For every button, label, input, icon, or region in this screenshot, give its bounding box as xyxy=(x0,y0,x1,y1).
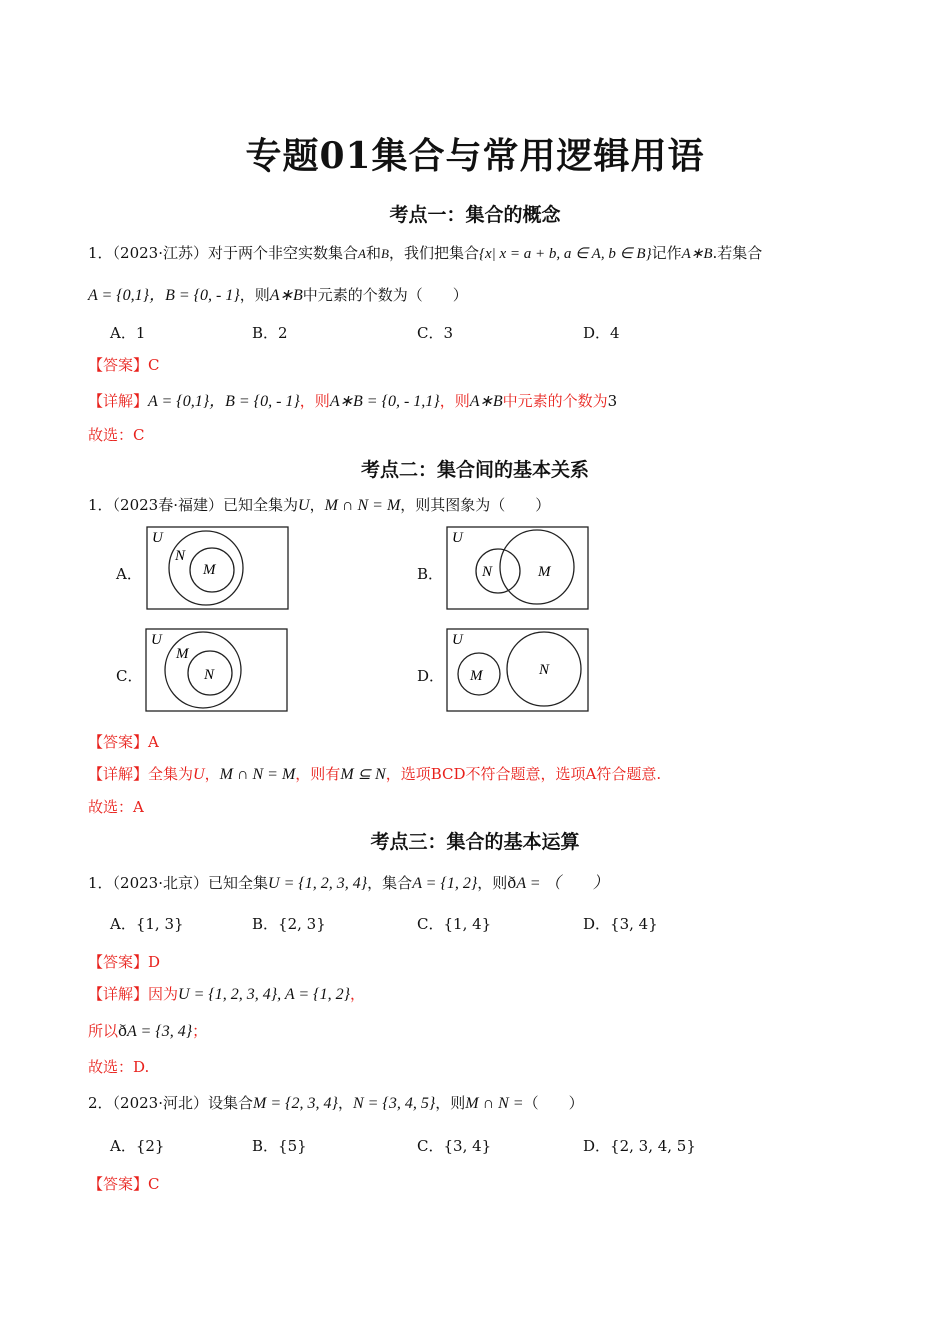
question-text: 已知全集为 xyxy=(223,496,299,514)
option-c: C．{3, 4} xyxy=(417,1137,492,1155)
question-source: （2023·河北） xyxy=(112,1094,208,1112)
venn-diagram-c xyxy=(145,628,289,714)
question-text: ，则 xyxy=(477,874,508,892)
question-text: 记作 xyxy=(651,244,682,262)
math-AstarB: A∗B xyxy=(269,287,303,304)
question-source: （2023·江苏） xyxy=(112,244,208,262)
option-b: B．{2, 3} xyxy=(252,915,326,933)
math-N-set: N = {3, 4, 5} xyxy=(352,1095,436,1112)
detail-math: M ⊆ N xyxy=(340,766,386,783)
choose: 故选：A xyxy=(88,798,144,816)
detail-text: ，则 xyxy=(439,392,470,410)
venn-b-u: U xyxy=(452,530,463,546)
question-number: 1． xyxy=(88,496,113,514)
venn-b-n: N xyxy=(482,564,493,580)
detail-text: 中元素的个数为 xyxy=(502,392,608,410)
venn-option-c-label: C． xyxy=(116,667,143,685)
question-text: 对于两个非空实数集合 xyxy=(208,244,359,262)
detail-label: 【详解】 xyxy=(88,765,149,783)
math-A-set: A = {1, 2} xyxy=(412,875,478,892)
option-a: A．{1, 3} xyxy=(110,915,184,933)
question-text: 和 xyxy=(365,244,381,262)
venn-a-m: M xyxy=(203,562,216,578)
section-heading-1: 考点一：集合的概念 xyxy=(389,204,561,226)
math-U-set: U = {1, 2, 3, 4} xyxy=(268,875,368,892)
math-U: U xyxy=(193,766,205,783)
question-text: 中元素的个数为（ ） xyxy=(302,286,468,304)
detail-math: U = {1, 2, 3, 4}, A = {1, 2} xyxy=(178,986,350,1003)
math-condition: M ∩ N = M xyxy=(324,497,401,514)
venn-c-m: M xyxy=(176,646,189,662)
option-b: B．2 xyxy=(252,324,288,342)
complement-symbol: ð xyxy=(118,1022,128,1040)
detail-math: A = {0,1}，B = {0, - 1} xyxy=(148,393,300,410)
detail-math: A = {3, 4} xyxy=(127,1023,193,1040)
venn-diagram-d xyxy=(446,628,590,714)
question-text: ，则其图象为（ ） xyxy=(400,496,551,514)
math-AstarB: A∗B xyxy=(681,246,713,262)
question-text: 设集合 xyxy=(208,1094,254,1112)
option-d: D．{3, 4} xyxy=(583,915,658,933)
detail-label: 【详解】 xyxy=(88,985,149,1003)
math-M-set: M = {2, 3, 4} xyxy=(253,1095,338,1112)
option-a: A．1 xyxy=(110,324,146,342)
question-number: 1． xyxy=(88,244,113,262)
venn-option-b-label: B． xyxy=(417,565,444,583)
answer: 【答案】C xyxy=(88,356,160,374)
venn-option-a-label: A． xyxy=(116,565,142,583)
option-c: C．{1, 4} xyxy=(417,915,492,933)
question-text: ，我们把集合 xyxy=(388,244,479,262)
question-text: ，则 xyxy=(239,286,270,304)
answer: 【答案】C xyxy=(88,1175,160,1193)
question-source: （2023春·福建） xyxy=(112,496,223,514)
s1-q1-line1 xyxy=(88,242,762,263)
detail-text: ，选项BCD不符合题意，选项A符合题意. xyxy=(385,765,662,783)
venn-d-m: M xyxy=(470,668,483,684)
question-number: 1． xyxy=(88,874,113,892)
venn-c-n: N xyxy=(204,667,215,683)
venn-a-u: U xyxy=(152,530,163,546)
question-text: 已知全集 xyxy=(208,874,269,892)
s1-q1-line2 xyxy=(88,282,468,305)
question-source: （2023·北京） xyxy=(112,874,208,892)
question-text: ， xyxy=(337,1094,353,1112)
question-text: ，集合 xyxy=(367,874,413,892)
detail-math: A∗B xyxy=(469,393,503,410)
choose: 故选：C xyxy=(88,426,145,444)
answer: 【答案】A xyxy=(88,733,159,751)
detail-text: 所以 xyxy=(88,1022,119,1040)
venn-diagram-a xyxy=(146,526,290,612)
venn-option-d-label: D． xyxy=(417,667,445,685)
math-U: U xyxy=(298,497,310,514)
detail-label: 【详解】 xyxy=(88,392,149,410)
venn-b-m: M xyxy=(538,564,551,580)
math-intersection: M ∩ N = xyxy=(465,1095,524,1112)
s3-q2-line1 xyxy=(88,1092,584,1113)
detail: 【详解】全集为U，M ∩ N = M，则有M ⊆ N，选项BCD不符合题意，选项A符合题意. xyxy=(88,765,662,783)
detail-so xyxy=(88,1020,207,1041)
math-B: B xyxy=(380,246,389,261)
option-d: D．{2, 3, 4, 5} xyxy=(583,1137,696,1155)
option-c: C．3 xyxy=(417,324,454,342)
detail xyxy=(88,983,365,1004)
s2-q1-line1: 1．（2023春·福建）已知全集为U，M ∩ N = M，则其图象为（ ） xyxy=(88,496,551,514)
math-complement: A = （ ） xyxy=(516,875,609,892)
s3-q1-line1 xyxy=(88,870,609,893)
math-set-values: A = {0,1}，B = {0, - 1} xyxy=(88,287,240,304)
section-heading-3: 考点三：集合的基本运算 xyxy=(370,831,580,853)
question-text: （ ） xyxy=(523,1094,584,1112)
math-A: A xyxy=(358,246,366,261)
detail-text: 因为 xyxy=(148,985,179,1003)
choose: 故选：D. xyxy=(88,1058,150,1076)
option-d: D．4 xyxy=(583,324,620,342)
detail-text: ， xyxy=(349,985,365,1003)
complement-symbol: ð xyxy=(507,874,517,892)
math-set-definition: {x| x = a + b, a ∈ A, b ∈ B} xyxy=(478,246,652,262)
venn-a-n: N xyxy=(175,548,186,564)
section-heading-2: 考点二：集合间的基本关系 xyxy=(360,459,589,481)
venn-d-u: U xyxy=(452,632,463,648)
page-title: 专题01集合与常用逻辑用语 xyxy=(245,135,705,177)
detail-text: ，则有 xyxy=(295,765,341,783)
venn-d-n: N xyxy=(539,662,550,678)
answer: 【答案】D xyxy=(88,953,161,971)
question-text: .若集合 xyxy=(712,244,763,262)
question-number: 2． xyxy=(88,1094,113,1112)
detail-text: ，则 xyxy=(299,392,330,410)
question-text: ，则 xyxy=(435,1094,466,1112)
detail-text: 全集为 xyxy=(148,765,194,783)
venn-diagram-b xyxy=(446,526,590,612)
detail xyxy=(88,388,617,411)
venn-c-u: U xyxy=(151,632,162,648)
detail-text: ； xyxy=(192,1022,208,1040)
detail-math: M ∩ N = M xyxy=(219,766,296,783)
detail-math: A∗B = {0, - 1,1} xyxy=(329,393,440,410)
option-a: A．{2} xyxy=(110,1137,165,1155)
option-b: B．{5} xyxy=(252,1137,307,1155)
detail-number: 3 xyxy=(607,392,618,410)
